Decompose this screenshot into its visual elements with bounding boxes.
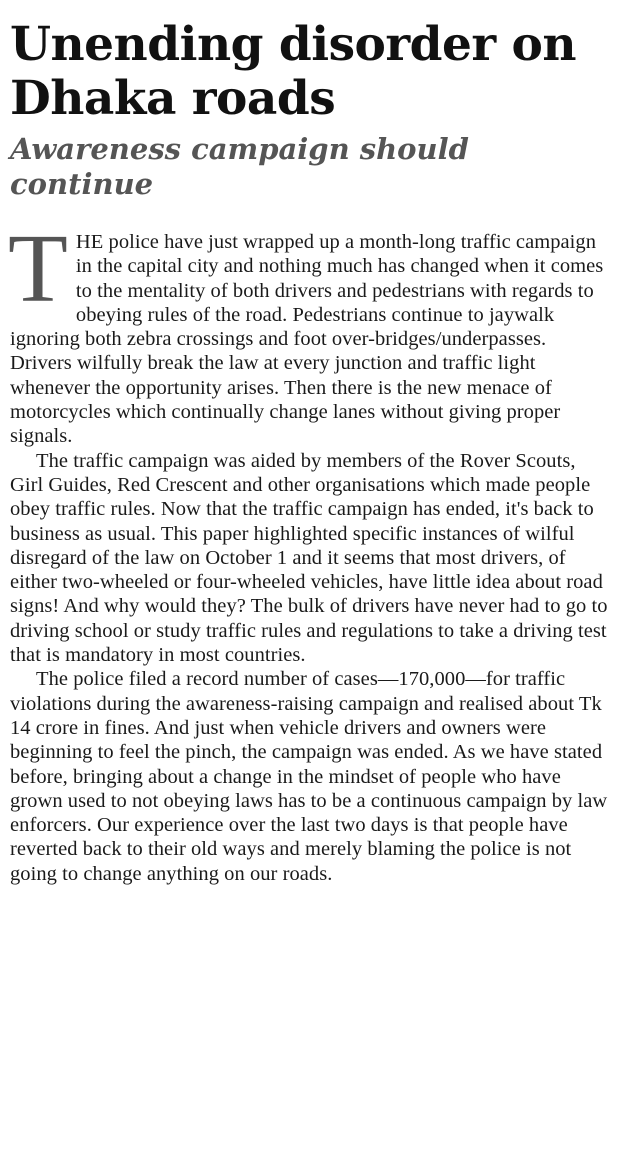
article-headline: Unending disorder on Dhaka roads bbox=[10, 17, 577, 126]
article-paragraph-3: The police filed a record number of cases—170,000—for traffic violations during the awareness-raising campaign and realised about Tk 14 crore in fines. And just when vehicle drivers and owners were beginning to feel the pinch, the campaign was ended. As we have stated before, bringing about a change in the mindset of people who have grown used to not obeying laws has to be a continuous campaign by law enforcers. Our experience over the last two days is that people have reverted back to their old ways and merely blaming the police is not going to change anything on our roads. bbox=[10, 668, 608, 885]
article-paragraph-1 bbox=[8, 215, 612, 449]
article-subheadline: Awareness campaign should continue bbox=[10, 132, 469, 201]
drop-cap: T bbox=[8, 215, 68, 323]
article-paragraph-2: The traffic campaign was aided by members of the Rover Scouts, Girl Guides, Red Crescent and other organisations which made people obey traffic rules. Now that the traffic campaign has ended, it's back to business as usual. This paper highlighted specific instances of wilful disregard of the law on October 1 and it seems that most drivers, of either two-wheeled or four-wheeled vehicles, have little idea about road signs! And why would they? The bulk of drivers have never had to go to driving school or study traffic rules and regulations to take a driving test that is mandatory in most countries. bbox=[10, 449, 608, 667]
paragraph-text: HE police have just wrapped up a month-long traffic campaign in the capital city and nothing much has changed when it comes to the mentality of both drivers and pedestrians with regards to obeying rules of the road. Pedestrians continue to jaywalk ignoring both zebra crossings and foot over-bridges/underpasses. Drivers wilfully break the law at every junction and traffic light whenever the opportunity arises. Then there is the new menace of motorcycles which continually change lanes without giving proper signals. bbox=[10, 231, 604, 448]
article-body bbox=[8, 215, 612, 886]
